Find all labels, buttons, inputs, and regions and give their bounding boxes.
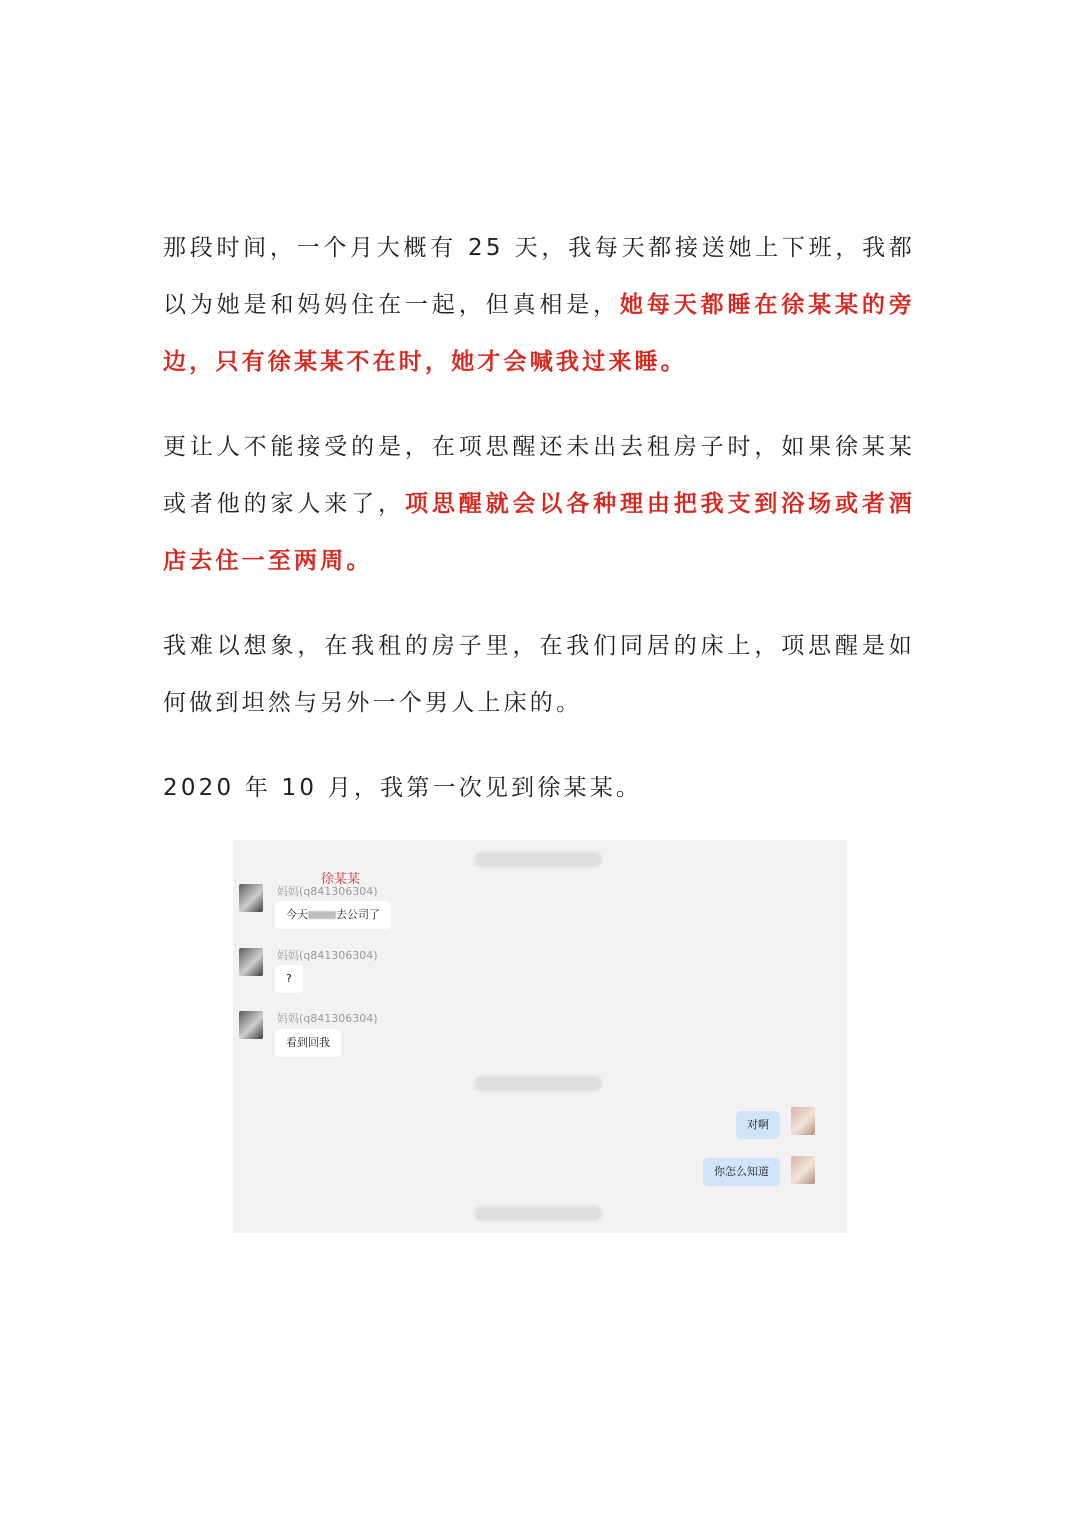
message-bubble (275, 901, 391, 929)
timestamp-blurred (474, 1076, 602, 1091)
message-text: 去公司了 (336, 908, 380, 921)
paragraph-1 (163, 220, 915, 391)
message-text: 今天 (286, 908, 308, 921)
my-avatar (791, 1156, 815, 1184)
article-body (163, 220, 915, 817)
sender-name: 妈妈(q841306304) (277, 1012, 378, 1025)
my-message-bubble: 你怎么知道 (703, 1158, 780, 1186)
sender-avatar (239, 1011, 263, 1039)
paragraph-3: 我难以想象，在我租的房子里，在我们同居的床上，项思醒是如何做到坦然与另外一个男人上床的。 (163, 633, 915, 716)
sender-avatar (239, 884, 263, 912)
message-bubble: ? (275, 965, 303, 993)
paragraph-2-text: 更让人不能接受的是，在项思醒还未出去租房子时，如果徐某某或者他的家人来了， (163, 434, 915, 517)
sender-name: 妈妈(q841306304) (277, 885, 378, 898)
paragraph-1-highlight: 她每天都睡在徐某某的旁边，只有徐某某不在时，她才会喊我过来睡。 (163, 292, 915, 375)
paragraph-2-highlight: 项思醒就会以各种理由把我支到浴场或者酒店去住一至两周。 (163, 491, 915, 574)
sender-annotation: 徐某某 (321, 872, 361, 887)
timestamp-blurred (474, 852, 602, 867)
paragraph-1-text: 那段时间，一个月大概有 25 天，我每天都接送她上下班，我都以为她是和妈妈住在一起，但真相是， (163, 235, 915, 318)
my-message-bubble: 对啊 (736, 1111, 780, 1139)
chat-screenshot (233, 840, 847, 1233)
paragraph-2 (163, 419, 915, 590)
sender-name: 妈妈(q841306304) (277, 949, 378, 962)
paragraph-4: 2020 年 10 月，我第一次见到徐某某。 (163, 775, 643, 801)
my-avatar (791, 1107, 815, 1135)
timestamp-blurred (474, 1206, 602, 1221)
redaction-mark (308, 911, 336, 919)
message-bubble: 看到回我 (275, 1029, 341, 1057)
sender-avatar (239, 948, 263, 976)
